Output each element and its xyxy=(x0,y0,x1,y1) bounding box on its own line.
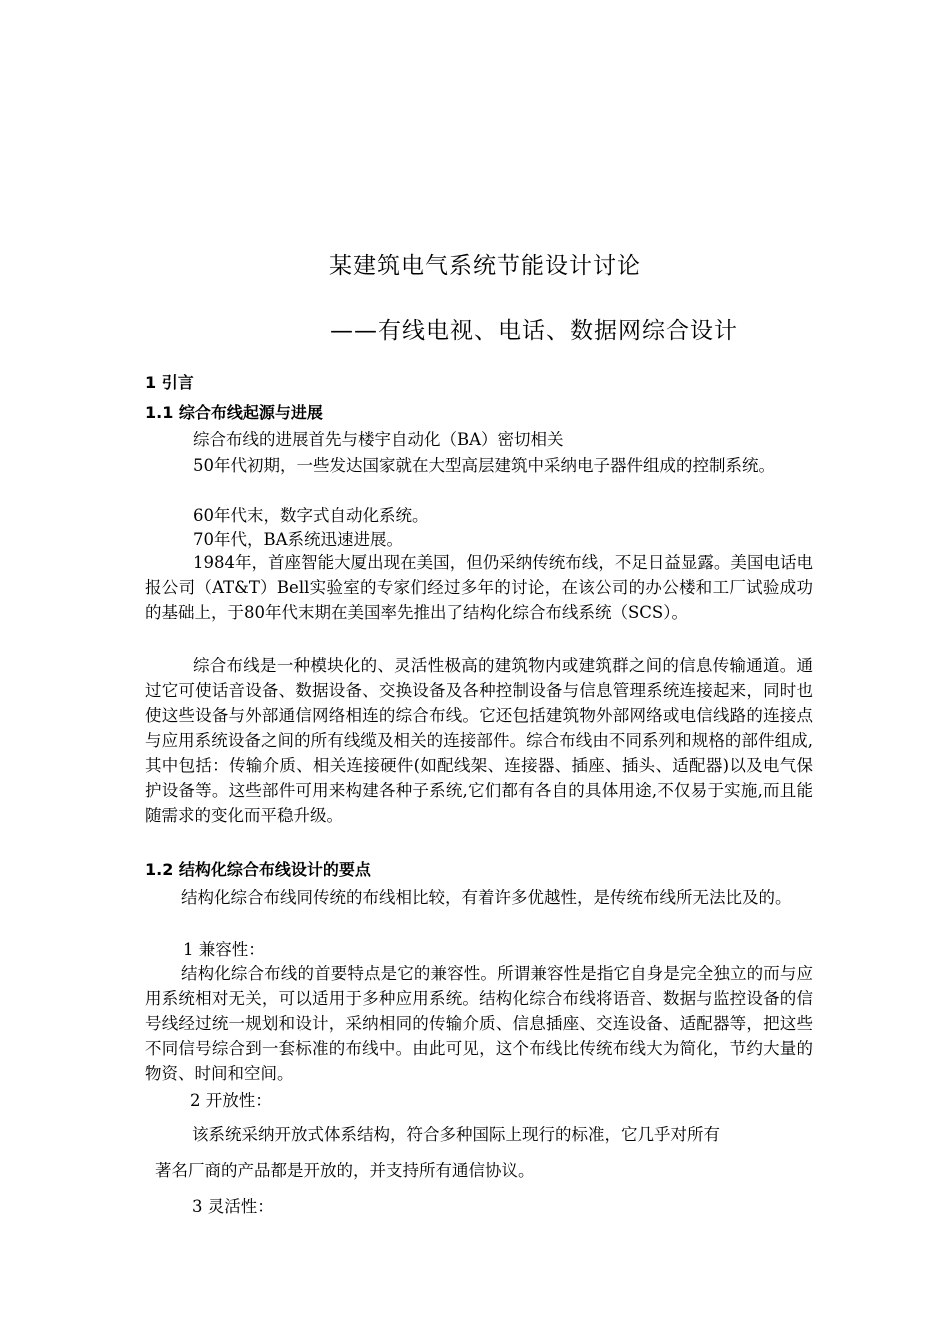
paragraph-8: 结构化综合布线的首要特点是它的兼容性。所谓兼容性是指它自身是完全独立的而与应用系统相对无关，可以适用于多种应用系统。结构化综合布线将语音、数据与监控设备的信号线经过统一规划和设计，采纳相同的传输介质、信息插座、交连设备、适配器等，把这些不同信号综合到一套标准的布线中。由此可见，这个布线比传统布线大为简化，节约大量的物资、时间和空间。 xyxy=(145,964,813,1083)
paragraph-6: 综合布线是一种模块化的、灵活性极高的建筑物内或建筑群之间的信息传输通道。通过它可使话音设备、数据设备、交换设备及各种控制设备与信息管理系统连接起来，同时也使这些设备与外部通信网络相连的综合布线。它还包括建筑物外部网络或电信线路的连接点与应用系统设备之间的所有线缆及相关的连接部件。综合布线由不同系列和规格的部件组成,其中包括：传输介质、相关连接硬件(如配线架、连接器、插座、插头、适配器)以及电气保护设备等。这些部件可用来构建各种子系统,它们都有各自的具体用途,不仅易于实施,而且能随需求的变化而平稳升级。 xyxy=(145,656,813,825)
paragraph-2: 50年代初期，一些发达国家就在大型高层建筑中采纳电子器件组成的控制系统。 xyxy=(193,456,775,475)
document-subtitle: ——有线电视、电话、数据网综合设计 xyxy=(330,318,738,344)
section-heading-1-2: 1.2 结构化综合布线设计的要点 xyxy=(145,860,371,879)
section-heading-1-1: 1.1 综合布线起源与进展 xyxy=(145,403,323,422)
paragraph-9-line-1: 该系统采纳开放式体系结构，符合多种国际上现行的标准，它几乎对所有 xyxy=(192,1125,720,1144)
paragraph-7: 结构化综合布线同传统的布线相比较，有着许多优越性，是传统布线所无法比及的。 xyxy=(181,888,792,907)
document-title: 某建筑电气系统节能设计讨论 xyxy=(329,253,641,279)
paragraph-4: 70年代，BA系统迅速进展。 xyxy=(193,530,404,549)
list-item-compatibility: 1 兼容性： xyxy=(183,940,265,959)
list-item-flexibility: 3 灵活性： xyxy=(192,1197,274,1216)
paragraph-3: 60年代末，数字式自动化系统。 xyxy=(193,506,429,525)
section-heading-1: 1 引言 xyxy=(145,373,194,392)
list-item-openness: 2 开放性： xyxy=(190,1091,272,1110)
paragraph-9-line-2: 著名厂商的产品都是开放的，并支持所有通信协议。 xyxy=(155,1161,535,1180)
paragraph-1: 综合布线的进展首先与楼宇自动化（BA）密切相关 xyxy=(193,430,564,449)
paragraph-5: 1984年，首座智能大厦出现在美国，但仍采纳传统布线，不足日益显露。美国电话电报公司（AT&T）Bell实验室的专家们经过多年的讨论，在该公司的办公楼和工厂试验成功的基础上，于80年代末期在美国率先推出了结构化综合布线系统（SCS）。 xyxy=(145,553,813,622)
